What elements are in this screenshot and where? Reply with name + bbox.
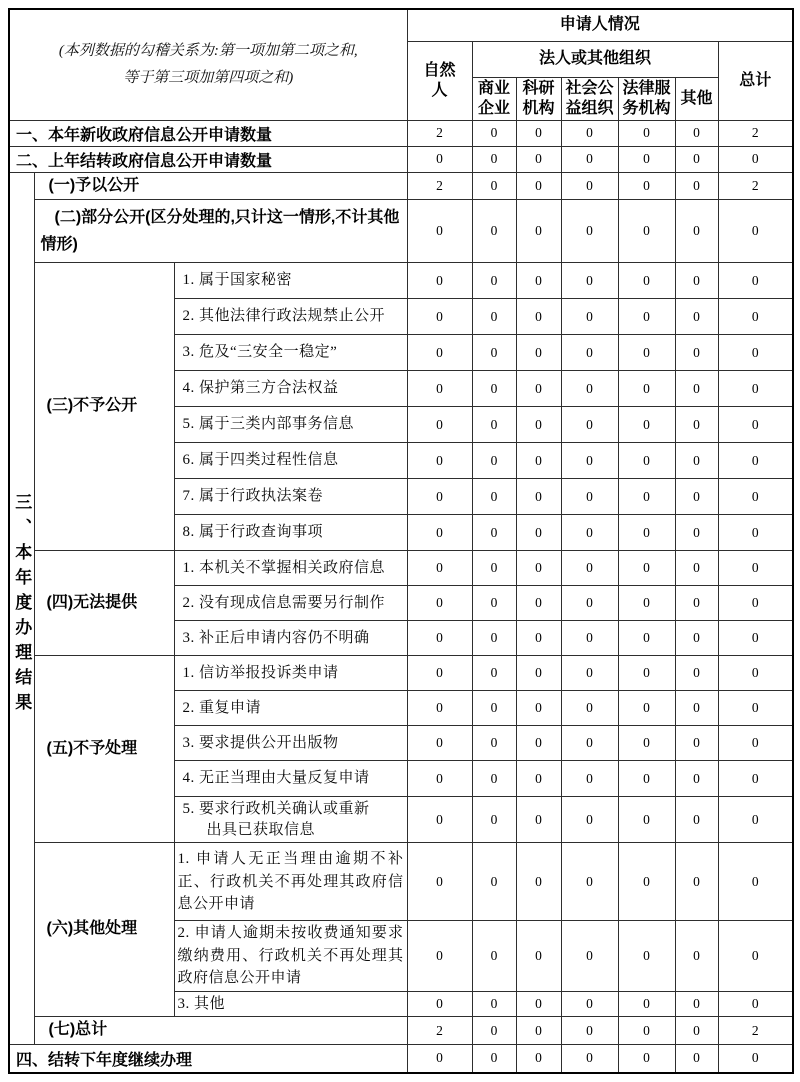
value-cell: 0: [675, 691, 718, 726]
value-cell: 0: [472, 843, 516, 921]
value-cell: 0: [718, 299, 793, 335]
item-label: 4. 保护第三方合法权益: [174, 371, 407, 407]
value-cell: 0: [516, 797, 561, 843]
value-cell: 0: [472, 407, 516, 443]
value-cell: 0: [561, 991, 618, 1017]
value-cell: 0: [618, 586, 675, 621]
value-cell: 0: [618, 335, 675, 371]
item-label: 2. 重复申请: [174, 691, 407, 726]
value-cell: 0: [472, 621, 516, 656]
table-row: [9, 551, 793, 586]
value-cell: 0: [561, 551, 618, 586]
value-cell: 0: [407, 146, 472, 172]
value-cell: 0: [561, 371, 618, 407]
value-cell: 0: [618, 991, 675, 1017]
value-cell: 0: [718, 146, 793, 172]
value-cell: 0: [407, 479, 472, 515]
value-cell: 0: [561, 200, 618, 263]
row-label-carry-to-next-year: 四、结转下年度继续办理: [9, 1045, 407, 1073]
item-label-line-1: 5. 要求行政机关确认或重新: [182, 800, 370, 817]
category-label-not-processed: (五)不予处理: [34, 656, 174, 843]
value-cell: 0: [618, 621, 675, 656]
table-row: [9, 200, 793, 263]
value-cell: 0: [718, 621, 793, 656]
row-label-partial-disclosure: (二)部分公开(区分处理的,只计这一情形,不计其他情形): [34, 200, 407, 263]
item-label: 8. 属于行政查询事项: [174, 515, 407, 551]
value-cell: 0: [472, 1045, 516, 1073]
value-cell: 0: [407, 586, 472, 621]
value-cell: 0: [516, 1045, 561, 1073]
value-cell: 0: [618, 656, 675, 691]
item-label: 1. 信访举报投诉类申请: [174, 656, 407, 691]
value-cell: 0: [407, 726, 472, 761]
value-cell: 0: [675, 991, 718, 1017]
value-cell: 0: [407, 263, 472, 299]
value-cell: 0: [618, 299, 675, 335]
category-label-unable-to-provide: (四)无法提供: [34, 551, 174, 656]
table-row: [9, 843, 793, 921]
header-research-institution: 科研机构: [516, 77, 561, 120]
value-cell: 0: [718, 691, 793, 726]
value-cell: 0: [516, 761, 561, 797]
value-cell: 0: [718, 371, 793, 407]
value-cell: 0: [561, 691, 618, 726]
value-cell: 0: [675, 371, 718, 407]
value-cell: 0: [675, 200, 718, 263]
category-label-other-processing: (六)其他处理: [34, 843, 174, 1017]
value-cell: 0: [675, 335, 718, 371]
value-cell: 0: [516, 407, 561, 443]
value-cell: 0: [516, 656, 561, 691]
row-label-carried-over: 二、上年结转政府信息公开申请数量: [9, 146, 407, 172]
value-cell: 0: [718, 335, 793, 371]
value-cell: 0: [561, 443, 618, 479]
item-label: 3. 其他: [174, 991, 407, 1017]
value-cell: 0: [516, 146, 561, 172]
item-label: 3. 危及“三安全一稳定”: [174, 335, 407, 371]
value-cell: 0: [618, 1045, 675, 1073]
value-cell: 0: [675, 1045, 718, 1073]
item-label: 2. 申请人逾期未按收费通知要求缴纳费用、行政机关不再处理其政府信息公开申请: [174, 921, 407, 992]
annual-report-table: [8, 8, 794, 1074]
value-cell: 0: [675, 551, 718, 586]
value-cell: 0: [561, 1017, 618, 1045]
table-row: [9, 146, 793, 172]
value-cell: 0: [472, 263, 516, 299]
value-cell: 0: [472, 726, 516, 761]
value-cell: 0: [675, 656, 718, 691]
value-cell: 0: [618, 843, 675, 921]
item-label: 1. 本机关不掌握相关政府信息: [174, 551, 407, 586]
header-total: 总计: [718, 41, 793, 120]
value-cell: 2: [718, 1017, 793, 1045]
value-cell: 0: [516, 691, 561, 726]
row-label-subtotal: (七)总计: [34, 1017, 407, 1045]
value-cell: 0: [675, 843, 718, 921]
note-line-1: (本列数据的勾稽关系为:第一项加第二项之和,: [58, 42, 358, 59]
value-cell: 0: [718, 586, 793, 621]
item-label-line-2: 出具已获取信息: [206, 821, 316, 838]
value-cell: 0: [407, 991, 472, 1017]
value-cell: 0: [675, 407, 718, 443]
value-cell: 0: [675, 479, 718, 515]
value-cell: 0: [618, 172, 675, 200]
value-cell: 0: [618, 200, 675, 263]
value-cell: 0: [472, 797, 516, 843]
value-cell: 0: [407, 299, 472, 335]
value-cell: 0: [718, 515, 793, 551]
value-cell: 0: [561, 797, 618, 843]
value-cell: 0: [675, 146, 718, 172]
value-cell: 0: [472, 120, 516, 146]
note-cell: [9, 9, 407, 120]
value-cell: 0: [675, 120, 718, 146]
value-cell: 0: [561, 761, 618, 797]
value-cell: 0: [618, 691, 675, 726]
header-applicant-status: 申请人情况: [407, 9, 793, 41]
value-cell: 0: [618, 797, 675, 843]
value-cell: 0: [561, 621, 618, 656]
value-cell: 0: [472, 515, 516, 551]
value-cell: 0: [618, 120, 675, 146]
value-cell: 0: [718, 443, 793, 479]
value-cell: 0: [407, 200, 472, 263]
value-cell: 0: [407, 443, 472, 479]
note-line-2: 等于第三项加第四项之和): [123, 69, 294, 86]
value-cell: 0: [718, 407, 793, 443]
value-cell: 0: [561, 843, 618, 921]
value-cell: 0: [472, 146, 516, 172]
value-cell: 0: [561, 146, 618, 172]
value-cell: 0: [516, 200, 561, 263]
value-cell: 2: [407, 120, 472, 146]
value-cell: 0: [561, 120, 618, 146]
value-cell: 0: [516, 515, 561, 551]
value-cell: 2: [407, 1017, 472, 1045]
table-row: [9, 1017, 793, 1045]
value-cell: 0: [718, 479, 793, 515]
value-cell: 0: [516, 299, 561, 335]
value-cell: 0: [516, 843, 561, 921]
item-label: 1. 申请人无正当理由逾期不补正、行政机关不再处理其政府信息公开申请: [174, 843, 407, 921]
value-cell: 0: [618, 407, 675, 443]
value-cell: 0: [675, 586, 718, 621]
value-cell: 0: [718, 991, 793, 1017]
item-label: 6. 属于四类过程性信息: [174, 443, 407, 479]
item-label: [174, 797, 407, 843]
value-cell: 0: [407, 621, 472, 656]
value-cell: 0: [618, 479, 675, 515]
row-label-new-requests: 一、本年新收政府信息公开申请数量: [9, 120, 407, 146]
value-cell: 0: [561, 479, 618, 515]
value-cell: 0: [561, 921, 618, 992]
value-cell: 0: [472, 371, 516, 407]
table-row: [9, 172, 793, 200]
value-cell: 0: [472, 551, 516, 586]
value-cell: 0: [407, 551, 472, 586]
value-cell: 0: [407, 335, 472, 371]
value-cell: 0: [561, 172, 618, 200]
value-cell: 0: [618, 1017, 675, 1045]
value-cell: 0: [718, 761, 793, 797]
category-label-nondisclosure: (三)不予公开: [34, 263, 174, 551]
value-cell: 0: [618, 263, 675, 299]
value-cell: 0: [561, 299, 618, 335]
item-label: 7. 属于行政执法案卷: [174, 479, 407, 515]
value-cell: 0: [718, 263, 793, 299]
value-cell: 0: [516, 551, 561, 586]
item-label: 4. 无正当理由大量反复申请: [174, 761, 407, 797]
value-cell: 0: [407, 371, 472, 407]
value-cell: 2: [407, 172, 472, 200]
value-cell: 0: [718, 200, 793, 263]
value-cell: 0: [618, 551, 675, 586]
value-cell: 0: [516, 921, 561, 992]
value-cell: 0: [407, 797, 472, 843]
header-legal-service-org: 法律服务机构: [618, 77, 675, 120]
row-label-granted-disclosure: (一)予以公开: [34, 172, 407, 200]
value-cell: 0: [561, 656, 618, 691]
header-row-1: [9, 9, 793, 41]
value-cell: 0: [472, 691, 516, 726]
value-cell: 0: [718, 1045, 793, 1073]
value-cell: 0: [472, 656, 516, 691]
header-legal-or-other-org: 法人或其他组织: [472, 41, 718, 77]
value-cell: 0: [675, 726, 718, 761]
value-cell: 0: [618, 726, 675, 761]
value-cell: 0: [561, 586, 618, 621]
value-cell: 0: [516, 726, 561, 761]
value-cell: 0: [472, 921, 516, 992]
value-cell: 0: [618, 443, 675, 479]
value-cell: 0: [472, 443, 516, 479]
value-cell: 0: [675, 761, 718, 797]
value-cell: 0: [675, 797, 718, 843]
table-row: [9, 1045, 793, 1073]
item-label: 2. 其他法律行政法规禁止公开: [174, 299, 407, 335]
value-cell: 0: [472, 299, 516, 335]
table-row: [9, 656, 793, 691]
value-cell: 0: [516, 621, 561, 656]
value-cell: 0: [516, 443, 561, 479]
value-cell: 0: [718, 656, 793, 691]
value-cell: 0: [516, 586, 561, 621]
value-cell: 0: [407, 656, 472, 691]
value-cell: 0: [407, 843, 472, 921]
value-cell: 0: [561, 726, 618, 761]
value-cell: 0: [516, 479, 561, 515]
value-cell: 0: [618, 515, 675, 551]
value-cell: 0: [675, 515, 718, 551]
value-cell: 0: [718, 726, 793, 761]
value-cell: 0: [618, 921, 675, 992]
header-social-welfare-org: 社会公益组织: [561, 77, 618, 120]
value-cell: 0: [675, 621, 718, 656]
value-cell: 0: [472, 761, 516, 797]
value-cell: 0: [618, 146, 675, 172]
value-cell: 0: [407, 921, 472, 992]
item-label: 2. 没有现成信息需要另行制作: [174, 586, 407, 621]
value-cell: 0: [718, 843, 793, 921]
header-other: 其他: [675, 77, 718, 120]
header-commercial-enterprise: 商业企业: [472, 77, 516, 120]
table-row: [9, 120, 793, 146]
value-cell: 0: [675, 172, 718, 200]
item-label: 3. 要求提供公开出版物: [174, 726, 407, 761]
value-cell: 0: [618, 371, 675, 407]
value-cell: 0: [472, 479, 516, 515]
value-cell: 2: [718, 172, 793, 200]
value-cell: 0: [718, 921, 793, 992]
value-cell: 0: [516, 335, 561, 371]
value-cell: 2: [718, 120, 793, 146]
value-cell: 0: [561, 515, 618, 551]
value-cell: 0: [618, 761, 675, 797]
value-cell: 0: [718, 797, 793, 843]
value-cell: 0: [407, 1045, 472, 1073]
value-cell: 0: [472, 991, 516, 1017]
item-label: 3. 补正后申请内容仍不明确: [174, 621, 407, 656]
value-cell: 0: [675, 1017, 718, 1045]
value-cell: 0: [675, 299, 718, 335]
value-cell: 0: [407, 761, 472, 797]
header-natural-person: 自然人: [407, 41, 472, 120]
value-cell: 0: [561, 263, 618, 299]
value-cell: 0: [516, 991, 561, 1017]
value-cell: 0: [675, 443, 718, 479]
value-cell: 0: [561, 335, 618, 371]
value-cell: 0: [675, 921, 718, 992]
value-cell: 0: [561, 1045, 618, 1073]
value-cell: 0: [472, 172, 516, 200]
value-cell: 0: [407, 691, 472, 726]
value-cell: 0: [718, 551, 793, 586]
value-cell: 0: [675, 263, 718, 299]
side-label-cell: [9, 172, 34, 1045]
value-cell: 0: [407, 407, 472, 443]
item-label: 1. 属于国家秘密: [174, 263, 407, 299]
value-cell: 0: [561, 407, 618, 443]
value-cell: 0: [516, 263, 561, 299]
value-cell: 0: [472, 200, 516, 263]
value-cell: 0: [516, 172, 561, 200]
value-cell: 0: [516, 1017, 561, 1045]
value-cell: 0: [407, 515, 472, 551]
side-label-processing-results: 三、本年度办理结果: [12, 493, 32, 719]
value-cell: 0: [472, 335, 516, 371]
value-cell: 0: [516, 120, 561, 146]
value-cell: 0: [472, 1017, 516, 1045]
value-cell: 0: [472, 586, 516, 621]
value-cell: 0: [516, 371, 561, 407]
item-label: 5. 属于三类内部事务信息: [174, 407, 407, 443]
table-row: [9, 263, 793, 299]
